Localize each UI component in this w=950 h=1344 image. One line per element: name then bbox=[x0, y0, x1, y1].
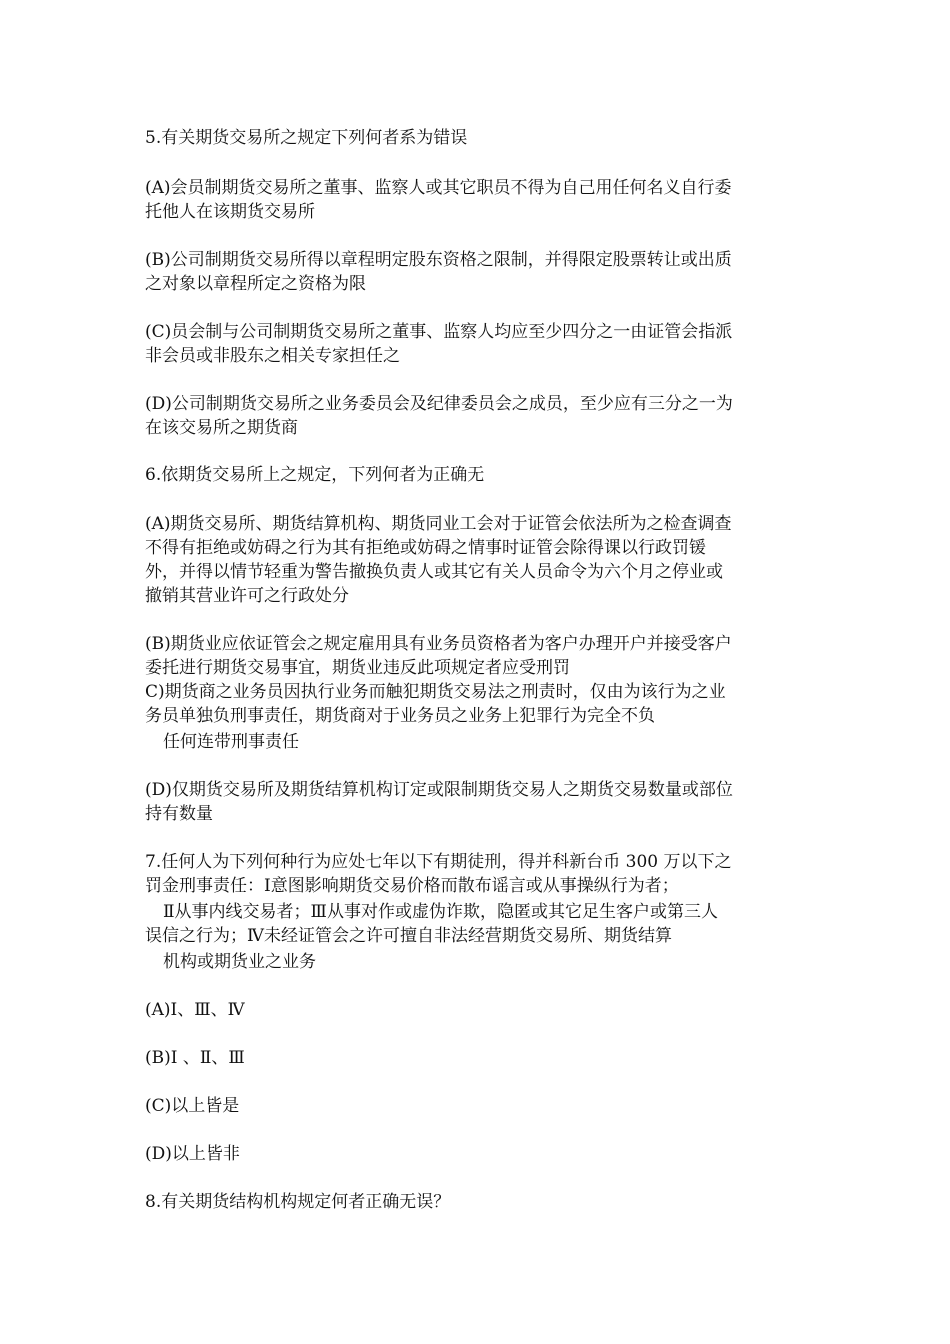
question-7-line-4: 误信之行为；Ⅳ未经证管会之许可擅自非法经营期货交易所、期货结算 bbox=[145, 926, 672, 946]
q5-option-a-line-1: (A)会员制期货交易所之董事、监察人或其它职员不得为自己用任何名义自行委 bbox=[145, 178, 732, 198]
q5-option-a-line-2: 托他人在该期货交易所 bbox=[145, 202, 315, 222]
q6-option-d-line-2: 持有数量 bbox=[145, 804, 213, 824]
q6-option-c-line-1: C)期货商之业务员因执行业务而触犯期货交易法之刑责时，仅由为该行为之业 bbox=[145, 682, 726, 702]
q5-option-c-line-2: 非会员或非股东之相关专家担任之 bbox=[145, 346, 400, 366]
question-7-line-2: 罚金刑事责任：Ⅰ意图影响期货交易价格而散布谣言或从事操纵行为者； bbox=[145, 876, 679, 896]
q6-option-d-line-1: (D)仅期货交易所及期货结算机构订定或限制期货交易人之期货交易数量或部位 bbox=[145, 780, 733, 800]
question-8: 8.有关期货结构机构规定何者正确无误？ bbox=[145, 1192, 451, 1212]
question-7-line-5: 机构或期货业之业务 bbox=[163, 952, 316, 972]
q5-option-b-line-1: (B)公司制期货交易所得以章程明定股东资格之限制，并得限定股票转让或出质 bbox=[145, 250, 732, 270]
q6-option-b-line-2: 委托进行期货交易事宜，期货业违反此项规定者应受刑罚 bbox=[145, 658, 570, 678]
q5-option-b-line-2: 之对象以章程所定之资格为限 bbox=[145, 274, 366, 294]
q6-option-a-line-1: (A)期货交易所、期货结算机构、期货同业工会对于证管会依法所为之检查调查 bbox=[145, 514, 732, 534]
q6-option-a-line-4: 撤销其营业许可之行政处分 bbox=[145, 586, 349, 606]
q5-option-c-line-1: (C)员会制与公司制期货交易所之董事、监察人均应至少四分之一由证管会指派 bbox=[145, 322, 733, 342]
question-7-line-1: 7.任何人为下列何种行为应处七年以下有期徒刑，得并科新台币 300 万以下之 bbox=[145, 852, 732, 872]
q7-option-c: (C)以上皆是 bbox=[145, 1096, 240, 1116]
question-5: 5.有关期货交易所之规定下列何者系为错误 bbox=[145, 128, 468, 148]
q5-option-d-line-1: (D)公司制期货交易所之业务委员会及纪律委员会之成员，至少应有三分之一为 bbox=[145, 394, 733, 414]
question-6: 6.依期货交易所上之规定，下列何者为正确无 bbox=[145, 465, 485, 485]
q6-option-c-line-2: 务员单独负刑事责任，期货商对于业务员之业务上犯罪行为完全不负 bbox=[145, 706, 655, 726]
q7-option-b: (B)Ⅰ 、Ⅱ、Ⅲ bbox=[145, 1048, 245, 1068]
q6-option-a-line-2: 不得有拒绝或妨碍之行为其有拒绝或妨碍之情事时证管会除得课以行政罚锾 bbox=[145, 538, 706, 558]
q6-option-b-line-1: (B)期货业应依证管会之规定雇用具有业务员资格者为客户办理开户并接受客户 bbox=[145, 634, 732, 654]
q6-option-a-line-3: 外，并得以情节轻重为警告撤换负责人或其它有关人员命令为六个月之停业或 bbox=[145, 562, 723, 582]
q7-option-d: (D)以上皆非 bbox=[145, 1144, 240, 1164]
q7-option-a: (A)Ⅰ、Ⅲ、Ⅳ bbox=[145, 1000, 245, 1020]
q6-option-c-line-3: 任何连带刑事责任 bbox=[163, 732, 299, 752]
question-7-line-3: Ⅱ从事内线交易者；Ⅲ从事对作或虚伪诈欺，隐匿或其它足生客户或第三人 bbox=[163, 902, 718, 922]
q5-option-d-line-2: 在该交易所之期货商 bbox=[145, 418, 298, 438]
